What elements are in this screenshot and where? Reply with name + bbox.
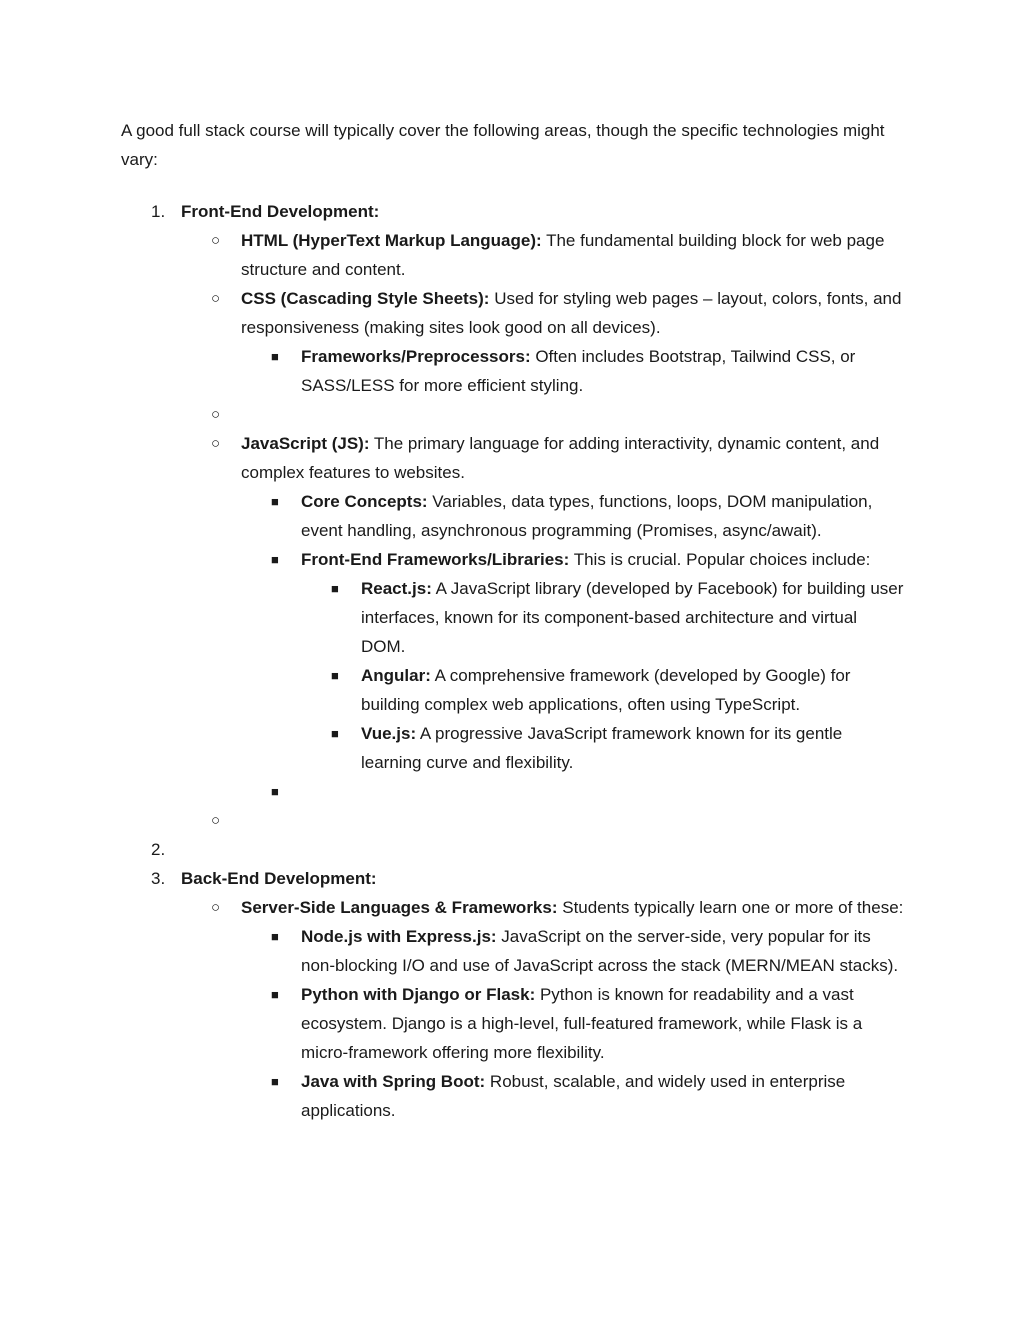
circle-bullet-icon: ○: [211, 435, 221, 452]
item-term: Java with Spring Boot:: [301, 1072, 486, 1091]
square-bullet-icon: ■: [331, 581, 339, 596]
list-item-backend: [0, 864, 1024, 893]
square-bullet-icon: ■: [331, 726, 339, 741]
item-description: Often includes Bootstrap, Tailwind CSS, or SASS/LESS for more efficient styling.: [301, 347, 856, 395]
item-description: A JavaScript library (developed by Facebook) for building user interfaces, known for its component-based architecture and virtual DOM.: [361, 579, 904, 656]
list-item-javascript: [0, 429, 1024, 487]
list-item-css-frameworks: [0, 342, 1024, 400]
circle-bullet-icon: ○: [211, 899, 221, 916]
list-item-html: [0, 226, 1024, 284]
item-term: Angular:: [361, 666, 431, 685]
list-item-css: [0, 284, 1024, 342]
square-bullet-icon: ■: [331, 668, 339, 683]
item-term: Python with Django or Flask:: [301, 985, 536, 1004]
item-term: Node.js with Express.js:: [301, 927, 497, 946]
square-bullet-icon: ■: [271, 987, 279, 1002]
item-term: CSS (Cascading Style Sheets):: [241, 289, 490, 308]
item-description: The primary language for adding interactivity, dynamic content, and complex features to websites.: [241, 434, 880, 482]
item-description: Variables, data types, functions, loops, DOM manipulation, event handling, asynchronous programming (Promises, async/await).: [301, 492, 873, 540]
item-description: A comprehensive framework (developed by Google) for building complex web applications, often using TypeScript.: [361, 666, 851, 714]
square-bullet-icon: ■: [271, 929, 279, 944]
list-item-node: [0, 922, 1024, 980]
item-term: HTML (HyperText Markup Language):: [241, 231, 542, 250]
list-item-react: [0, 574, 1024, 661]
square-bullet-icon: ■: [271, 349, 279, 364]
item-term: Frameworks/Preprocessors:: [301, 347, 531, 366]
item-description: Robust, scalable, and widely used in enterprise applications.: [301, 1072, 846, 1120]
item-term: Front-End Frameworks/Libraries:: [301, 550, 570, 569]
list-item-python: [0, 980, 1024, 1067]
circle-bullet-icon: ○: [211, 812, 221, 829]
list-number: 2.: [151, 840, 166, 859]
list-item-js-frameworks: [0, 545, 1024, 574]
circle-bullet-icon: ○: [211, 290, 221, 307]
list-item-vue: [0, 719, 1024, 777]
item-description: The fundamental building block for web page structure and content.: [241, 231, 885, 279]
list-item-empty-number: [0, 835, 1024, 864]
list-item-empty: [0, 777, 1024, 806]
list-number: 3.: [151, 869, 166, 888]
circle-bullet-icon: ○: [211, 406, 221, 423]
item-term: JavaScript (JS):: [241, 434, 370, 453]
intro-paragraph: A good full stack course will typically cover the following areas, though the specific technologies might vary:: [121, 121, 885, 169]
square-bullet-icon: ■: [271, 494, 279, 509]
list-number: 1.: [151, 202, 166, 221]
outline-list: [0, 197, 1024, 1125]
item-description: Used for styling web pages – layout, colors, fonts, and responsiveness (making sites look good on all devices).: [241, 289, 902, 337]
section-heading: Back-End Development:: [181, 869, 377, 888]
square-bullet-icon: ■: [271, 552, 279, 567]
item-description: Students typically learn one or more of these:: [557, 898, 904, 917]
item-description: A progressive JavaScript framework known for its gentle learning curve and flexibility.: [361, 724, 843, 772]
list-item-server-side: [0, 893, 1024, 922]
list-item-empty: [0, 806, 1024, 835]
list-item-java: [0, 1067, 1024, 1125]
item-term: Vue.js:: [361, 724, 417, 743]
list-item-frontend: [0, 197, 1024, 226]
list-item-js-core: [0, 487, 1024, 545]
item-term: Core Concepts:: [301, 492, 428, 511]
item-description: This is crucial. Popular choices include:: [569, 550, 871, 569]
item-description: Python is known for readability and a vast ecosystem. Django is a high-level, full-featured framework, while Flask is a micro-framework offering more flexibility.: [301, 985, 863, 1062]
square-bullet-icon: ■: [271, 784, 279, 799]
item-term: React.js:: [361, 579, 432, 598]
list-item-empty: [0, 400, 1024, 429]
section-heading: Front-End Development:: [181, 202, 380, 221]
square-bullet-icon: ■: [271, 1074, 279, 1089]
circle-bullet-icon: ○: [211, 232, 221, 249]
list-item-angular: [0, 661, 1024, 719]
item-term: Server-Side Languages & Frameworks:: [241, 898, 558, 917]
item-description: JavaScript on the server-side, very popular for its non-blocking I/O and use of JavaScript across the stack (MERN/MEAN stacks).: [301, 927, 899, 975]
